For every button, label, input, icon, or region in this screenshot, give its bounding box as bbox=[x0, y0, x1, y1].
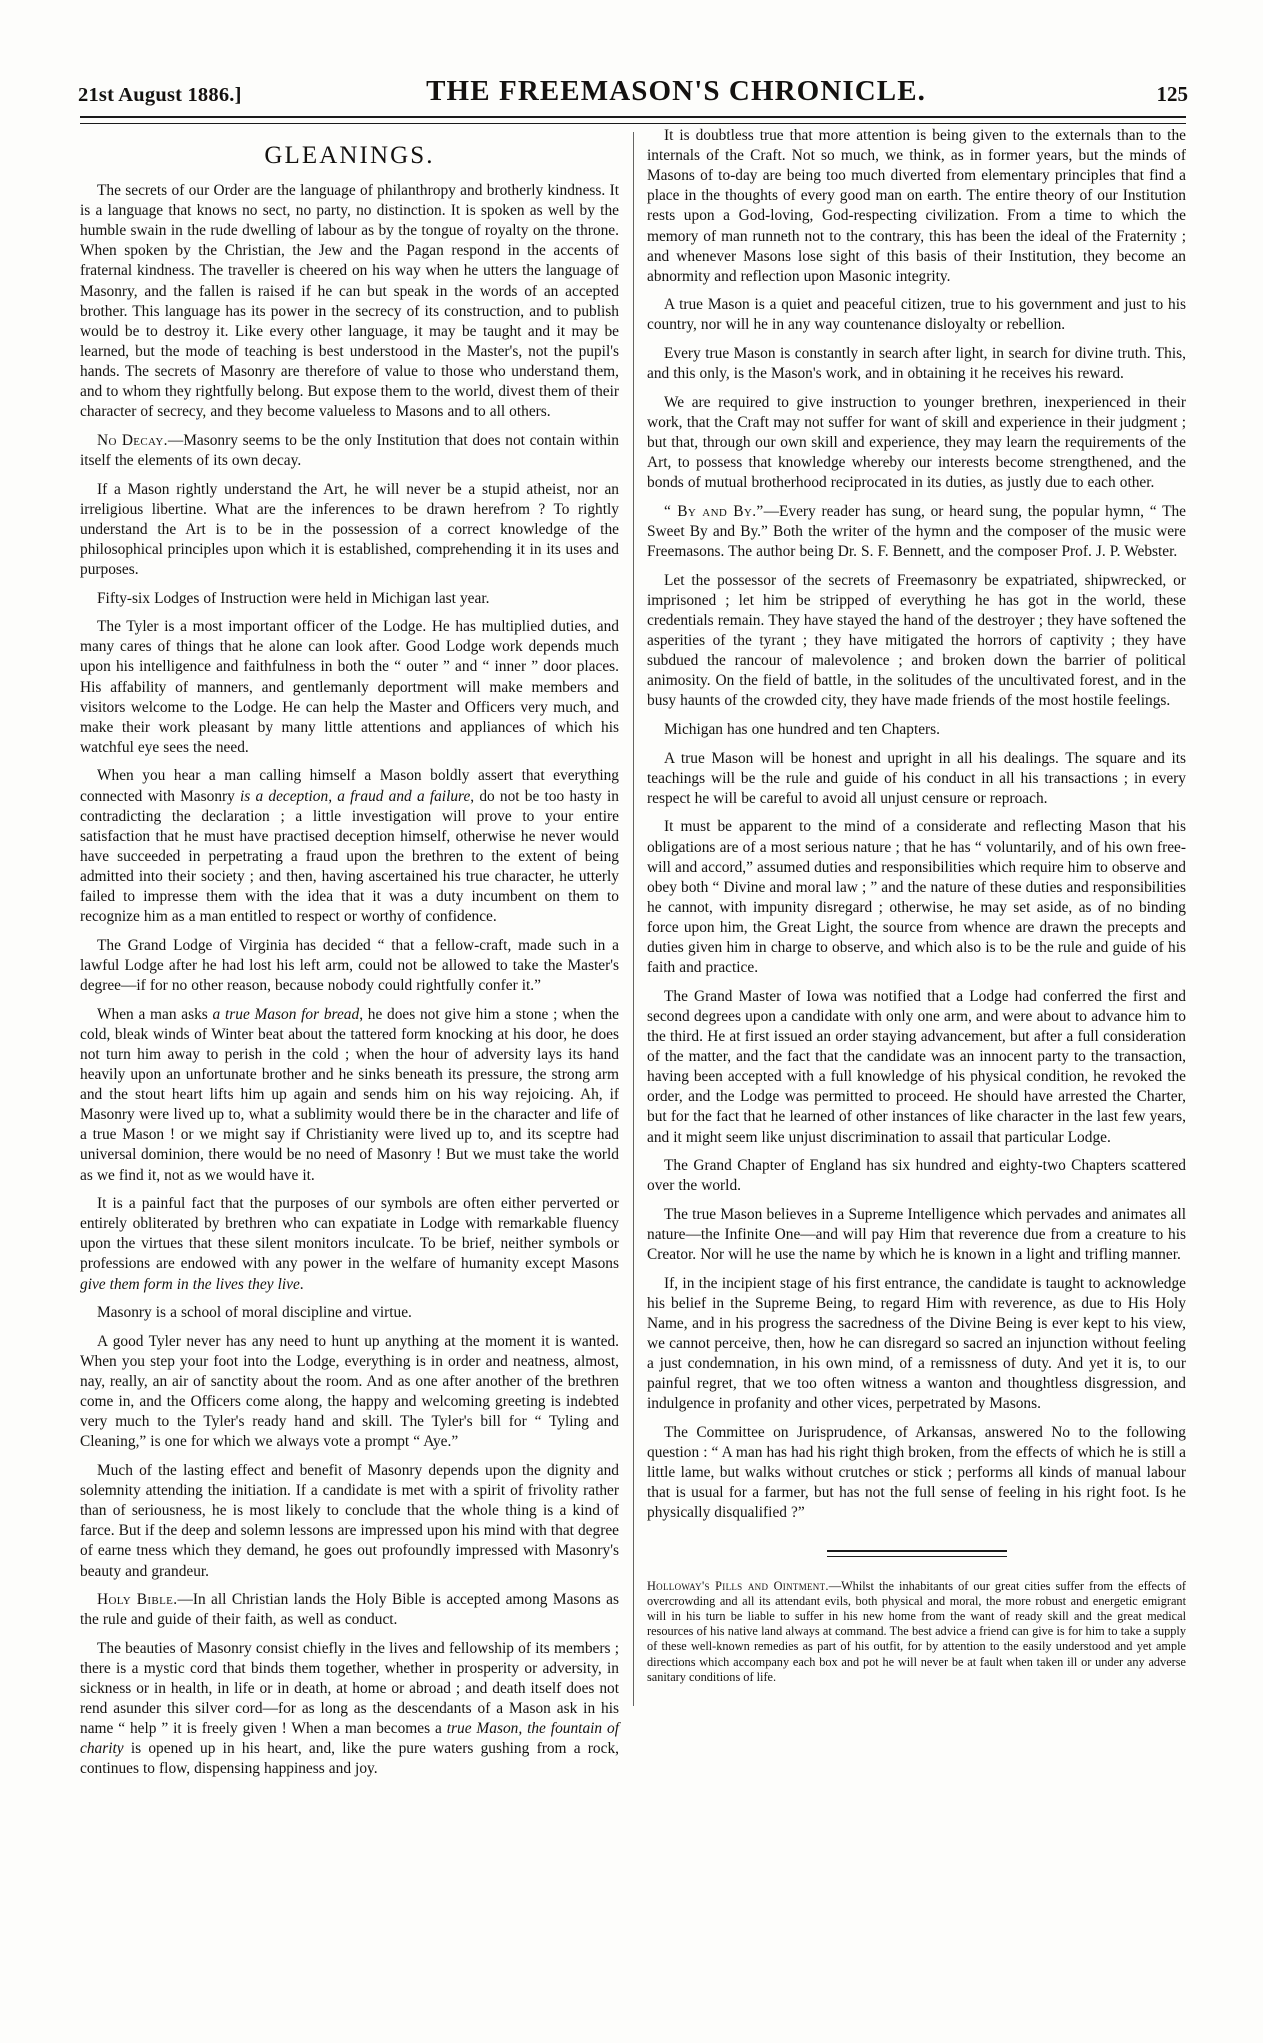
paragraph: Masonry is a school of moral discipline and virtue. bbox=[97, 1304, 412, 1322]
paragraph: Let the possessor of the secrets of Freemasonry be expatriated, shipwrecked, or imprisoned ; let him be stripped of everything he has got in the world, these credentials remain. They have stayed the hand of the destroyer ; they have softened the asperities of the tyrant ; they have mitigated the horrors of captivity ; they have subdued the rancour of malevolence ; and broken down the barrier of political animosity. On the field of battle, in the solitudes of the uncultivated forest, and in the busy haunts of the crowded city, they have made friends of the most hostile feelings. bbox=[647, 571, 1186, 710]
column-layout bbox=[80, 126, 1186, 2006]
column-right bbox=[647, 126, 1186, 2006]
column-left bbox=[80, 126, 619, 2006]
paragraph: The Grand Master of Iowa was notified that a Lodge had conferred the first and second degrees upon a candidate with only one arm, and were about to advance him to the third. He at first issued an order staying advancement, but after a full consideration of the matter, and the fact that the candidate was an innocent party to the transaction, having been accepted with a full knowledge of his physical condition, he revoked the order, and the Lodge was permitted to proceed. He should have arrested the Charter, but for the fact that he learned of other instances of like character in the last few years, and it might seem like unjust discrimination to assail that particular Lodge. bbox=[647, 987, 1186, 1146]
paragraph-holy-bible: Holy Bible.—In all Christian lands the Holy Bible is accepted among Masons as the rule and guide of their faith, as well as conduct. bbox=[80, 1591, 619, 1629]
emphasis-text: true Mason, the fountain of charity bbox=[80, 1720, 619, 1758]
emphasis-text: give them form in the lives they live bbox=[80, 1275, 300, 1293]
column-divider-rule bbox=[619, 126, 647, 2006]
paragraph: It must be apparent to the mind of a considerate and reflecting Mason that his obligations are of a most serious nature ; that he has “ voluntarily, and of his own free-will and accord,” assumed duties and responsibilities which require him to observe and obey both “ Divine and moral law ; ” and the nature of these duties and responsibilities he cannot, with impunity disregard ; otherwise, he may set aside, as of no binding force upon him, the Great Light, the source from whence are drawn the precepts and duties given him in charge to observe, and which also is to be the rule and guide of his faith and practice. bbox=[647, 818, 1186, 977]
paragraph: A true Mason will be honest and upright in all his dealings. The square and its teachings will be the rule and guide of his conduct in all his transactions ; in every respect he will be careful to avoid all unjust censure or reproach. bbox=[647, 749, 1186, 807]
advert-holloways-pills bbox=[647, 1579, 1186, 1686]
paragraph: It is doubtless true that more attention is being given to the externals than to the internals of the Craft. Not so much, we think, as in former years, but the minds of Masons of to-day are being too much diverted from elementary principles that find a place in the thoughts of every good man on earth. The entire theory of our Institution rests upon a God-loving, God-respecting civilization. From a time to which the memory of man runneth not to the contrary, this has been the ideal of the Fraternity ; and whenever Masons lose sight of this basis of their Institution, they become an abnormity and reflection upon Masonic integrity. bbox=[647, 127, 1186, 285]
paragraph: The secrets of our Order are the language of philanthropy and brotherly kindness. It is a language that knows no sect, no party, no distinction. It is spoken as well by the humble swain in the rude dwelling of labour as by the tongue of royalty on the throne. When spoken by the Christian, the Jew and the Pagan respond in the accents of fraternal kindness. The traveller is cheered on his way when he utters the language of Masonry, and the fallen is raised if he can but speak in the words of an accepted brother. This language has its power in the secrecy of its construction, and to publish would be to destroy it. Like every other language, it may be taught and it may be learned, but the mode of teaching is best understood in the Master's, not the pupil's hands. The secrets of Masonry are therefore of value to those who understand them, and to whom they rightfully belong. But expose them to the world, divest them of their character of secrecy, and they become valueless to Masons and to all others. bbox=[80, 182, 619, 421]
paragraph: The Committee on Jurisprudence, of Arkansas, answered No to the following question : “ A man has had his right thigh broken, from the effects of which he is still a little lame, but walks without crutches or stick ; performs all kinds of manual labour that is usual for a farmer, but has not the full sense of feeling in his right foot. Is he physically disqualified ?” bbox=[647, 1423, 1186, 1522]
masthead-divider-rule bbox=[80, 116, 1186, 124]
paragraph: The Tyler is a most important officer of the Lodge. He has multiplied duties, and many cares of things that he alone can look after. Good Lodge work depends much upon his intelligence and faithfulness in both the “ outer ” and “ inner ” door places. His affability of manners, and gentlemanly deportment will make members and visitors welcome to the Lodge. He can help the Master and Officers very much, and make their work pleasant by many little attentions and appliances of which his watchful eye sees the need. bbox=[80, 618, 619, 756]
paragraph: The Grand Chapter of England has six hundred and eighty-two Chapters scattered over the world. bbox=[647, 1157, 1186, 1195]
paragraph: We are required to give instruction to younger brethren, inexperienced in their work, that the Craft may not suffer for want of skill and experience in their judgment ; but that, through our own skill and experience, they may learn the requirements of the Art, to possess that knowledge whereby our interests become strengthened, and the bonds of mutual brotherhood reciprocated in its duties, as justly due to each other. bbox=[647, 393, 1186, 492]
advert-heading: Holloway's Pills and Ointment. bbox=[647, 1578, 829, 1593]
paragraph: Fifty-six Lodges of Instruction were held in Michigan last year. bbox=[97, 589, 490, 607]
emphasis-text: is a deception, a fraud and a failure bbox=[240, 787, 471, 805]
masthead bbox=[78, 62, 1188, 108]
paragraph: Every true Mason is constantly in search after light, in search for divine truth. This, and this only, is the Mason's work, and in obtaining it he receives his reward. bbox=[647, 345, 1186, 383]
paragraph: The true Mason believes in a Supreme Intelligence which pervades and animates all nature—the Infinite One—and will pay Him that reverence due from a creature to his Creator. Nor will he use the name by which he is known in a light and trifling manner. bbox=[647, 1205, 1186, 1264]
paragraph: A true Mason is a quiet and peaceful citizen, true to his government and just to his country, nor will he in any way countenance disloyalty or rebellion. bbox=[647, 296, 1186, 334]
paragraph: When you hear a man calling himself a Mason boldly assert that everything connected with Masonry is a deception, a fraud and a failure, do not be too hasty in contradicting the declaration ; a little investigation will prove to your entire satisfaction that he must have practised deception himself, otherwise he never would have succeeded in perpetrating a fraud upon the brethren to the extent of being admitted into their society ; and then, having ascertained his true character, he utterly failed to impresse them with the idea that it was a duty incumbent on them to recognize him as a man entitled to respect or worthy of confidence. bbox=[80, 767, 619, 926]
run-in-head: Holy Bible. bbox=[97, 1591, 178, 1609]
paragraph: When a man asks a true Mason for bread, he does not give him a stone ; when the cold, bleak winds of Winter beat about the tattered form knocking at his door, he does not turn him away to perish in the cold ; when the hour of adversity lays its hand heavily upon an unfortunate brother and he sinks beneath its pressure, the strong arm and the stout heart lifts him up again and sends him on his way rejoicing. Ah, if Masonry were lived up to, what a sublimity would there be in the character and life of a true Mason ! or we might say if Christianity were lived up to, and its sceptre had universal dominion, there would be no need of Masonry ! But we must take the world as we find it, not as we would have it. bbox=[80, 1005, 619, 1184]
paragraph: A good Tyler never has any need to hunt up anything at the moment it is wanted. When you step your foot into the Lodge, everything is in order and neatness, almost, nay, really, an air of sanctity about the room. And as one after another of the brethren come in, and the Officers come along, the happy and welcoming greeting is indebted very much to the Tyler's ready hand and skill. The Tyler's bill for “ Tyling and Cleaning,” is one for which we always vote a prompt “ Aye.” bbox=[80, 1332, 619, 1451]
advert-divider-rule bbox=[827, 1550, 1007, 1557]
paragraph: If, in the incipient stage of his first entrance, the candidate is taught to acknowledge his belief in the Supreme Being, to regard Him with reverence, as due to His Holy Name, and in his progress the sacredness of the Divine Being is ever kept to his view, we cannot perceive, then, how he can disregard so sacred an injunction without feeling a just condemnation, in his own mind, of a remissness of duty. And yet it is, to our painful regret, that we too often witness a wanton and thoughtless disgression, and indulgence in profanity and other vices, perpetrated by Masons. bbox=[647, 1274, 1186, 1413]
masthead-page-number: 125 bbox=[1156, 82, 1188, 106]
paragraph: The beauties of Masonry consist chiefly in the lives and fellowship of its members ; there is a mystic cord that binds them together, whether in prosperity or adversity, in sickness or in health, in life or in death, at home or abroad ; and death itself does not rend asunder this silver cord—for as long as the descendants of a Mason ask in his name “ help ” it is freely given ! When a man becomes a true Mason, the fountain of charity is opened up in his heart, and, like the pure waters gushing from a rock, continues to flow, dispensing happiness and joy. bbox=[80, 1639, 619, 1778]
run-in-head: No Decay. bbox=[97, 431, 168, 449]
paragraph-no-decay: No Decay.—Masonry seems to be the only Institution that does not contain within itself the elements of its own decay. bbox=[80, 431, 619, 469]
advert-body: —Whilst the inhabitants of our great cities suffer from the effects of overcrowding and all its attendant evils, both physical and moral, the more robust and energetic emigrant will in his turn be liable to suffer in his new home from the want of ready skill and the great medical resources of his native land always at command. The best advice a friend can give is for him to take a supply of these well-known remedies as part of his outfit, for by attention to the easily understood and yet ample directions which accompany each box and pot he will never be at fault when taken ill or under any adverse sanitary conditions of life. bbox=[647, 1578, 1186, 1684]
paragraph: Much of the lasting effect and benefit of Masonry depends upon the dignity and solemnity attending the initiation. If a candidate is met with a spirit of frivolity rather than of seriousness, he is most likely to conclude that the whole thing is a kind of farce. But if the deep and solemn lessons are impressed upon his mind with that degree of earne tness which they demand, he goes out profoundly impressed with Masonry's beauty and grandeur. bbox=[80, 1461, 619, 1580]
section-title-gleanings: GLEANINGS. bbox=[264, 142, 435, 169]
run-in-head: “ By and By.” bbox=[664, 502, 764, 520]
paragraph: It is a painful fact that the purposes of our symbols are often either perverted or entirely obliterated by brethren who can expatiate in Lodge with remarkable fluency upon the virtues that these silent monitors inculcate. To be brief, neither symbols or professions are endowed with any power in the welfare of humanity except Masons give them form in the lives they live. bbox=[80, 1195, 619, 1293]
masthead-date: 21st August 1886.] bbox=[78, 84, 242, 106]
paragraph: Michigan has one hundred and ten Chapters. bbox=[664, 720, 941, 738]
masthead-title: THE FREEMASON'S CHRONICLE. bbox=[426, 75, 927, 107]
paragraph: The Grand Lodge of Virginia has decided “ that a fellow-craft, made such in a lawful Lodge after he had lost his left arm, could not be allowed to take the Master's degree—if for no other reason, because nobody could rightfully confer it.” bbox=[80, 936, 619, 995]
paragraph-by-and-by: “ By and By.”—Every reader has sung, or heard sung, the popular hymn, “ The Sweet By and By.” Both the writer of the hymn and the composer of the music were Freemasons. The author being Dr. S. F. Bennett, and the composer Prof. J. P. Webster. bbox=[647, 502, 1187, 561]
paragraph: If a Mason rightly understand the Art, he will never be a stupid atheist, nor an irreligious libertine. What are the inferences to be drawn herefrom ? To rightly understand the Art is to be in the possession of a correct knowledge of the philosophical principles upon which it is established, comprehending it in its uses and purposes. bbox=[80, 480, 619, 578]
emphasis-text: a true Mason for bread bbox=[212, 1005, 360, 1023]
